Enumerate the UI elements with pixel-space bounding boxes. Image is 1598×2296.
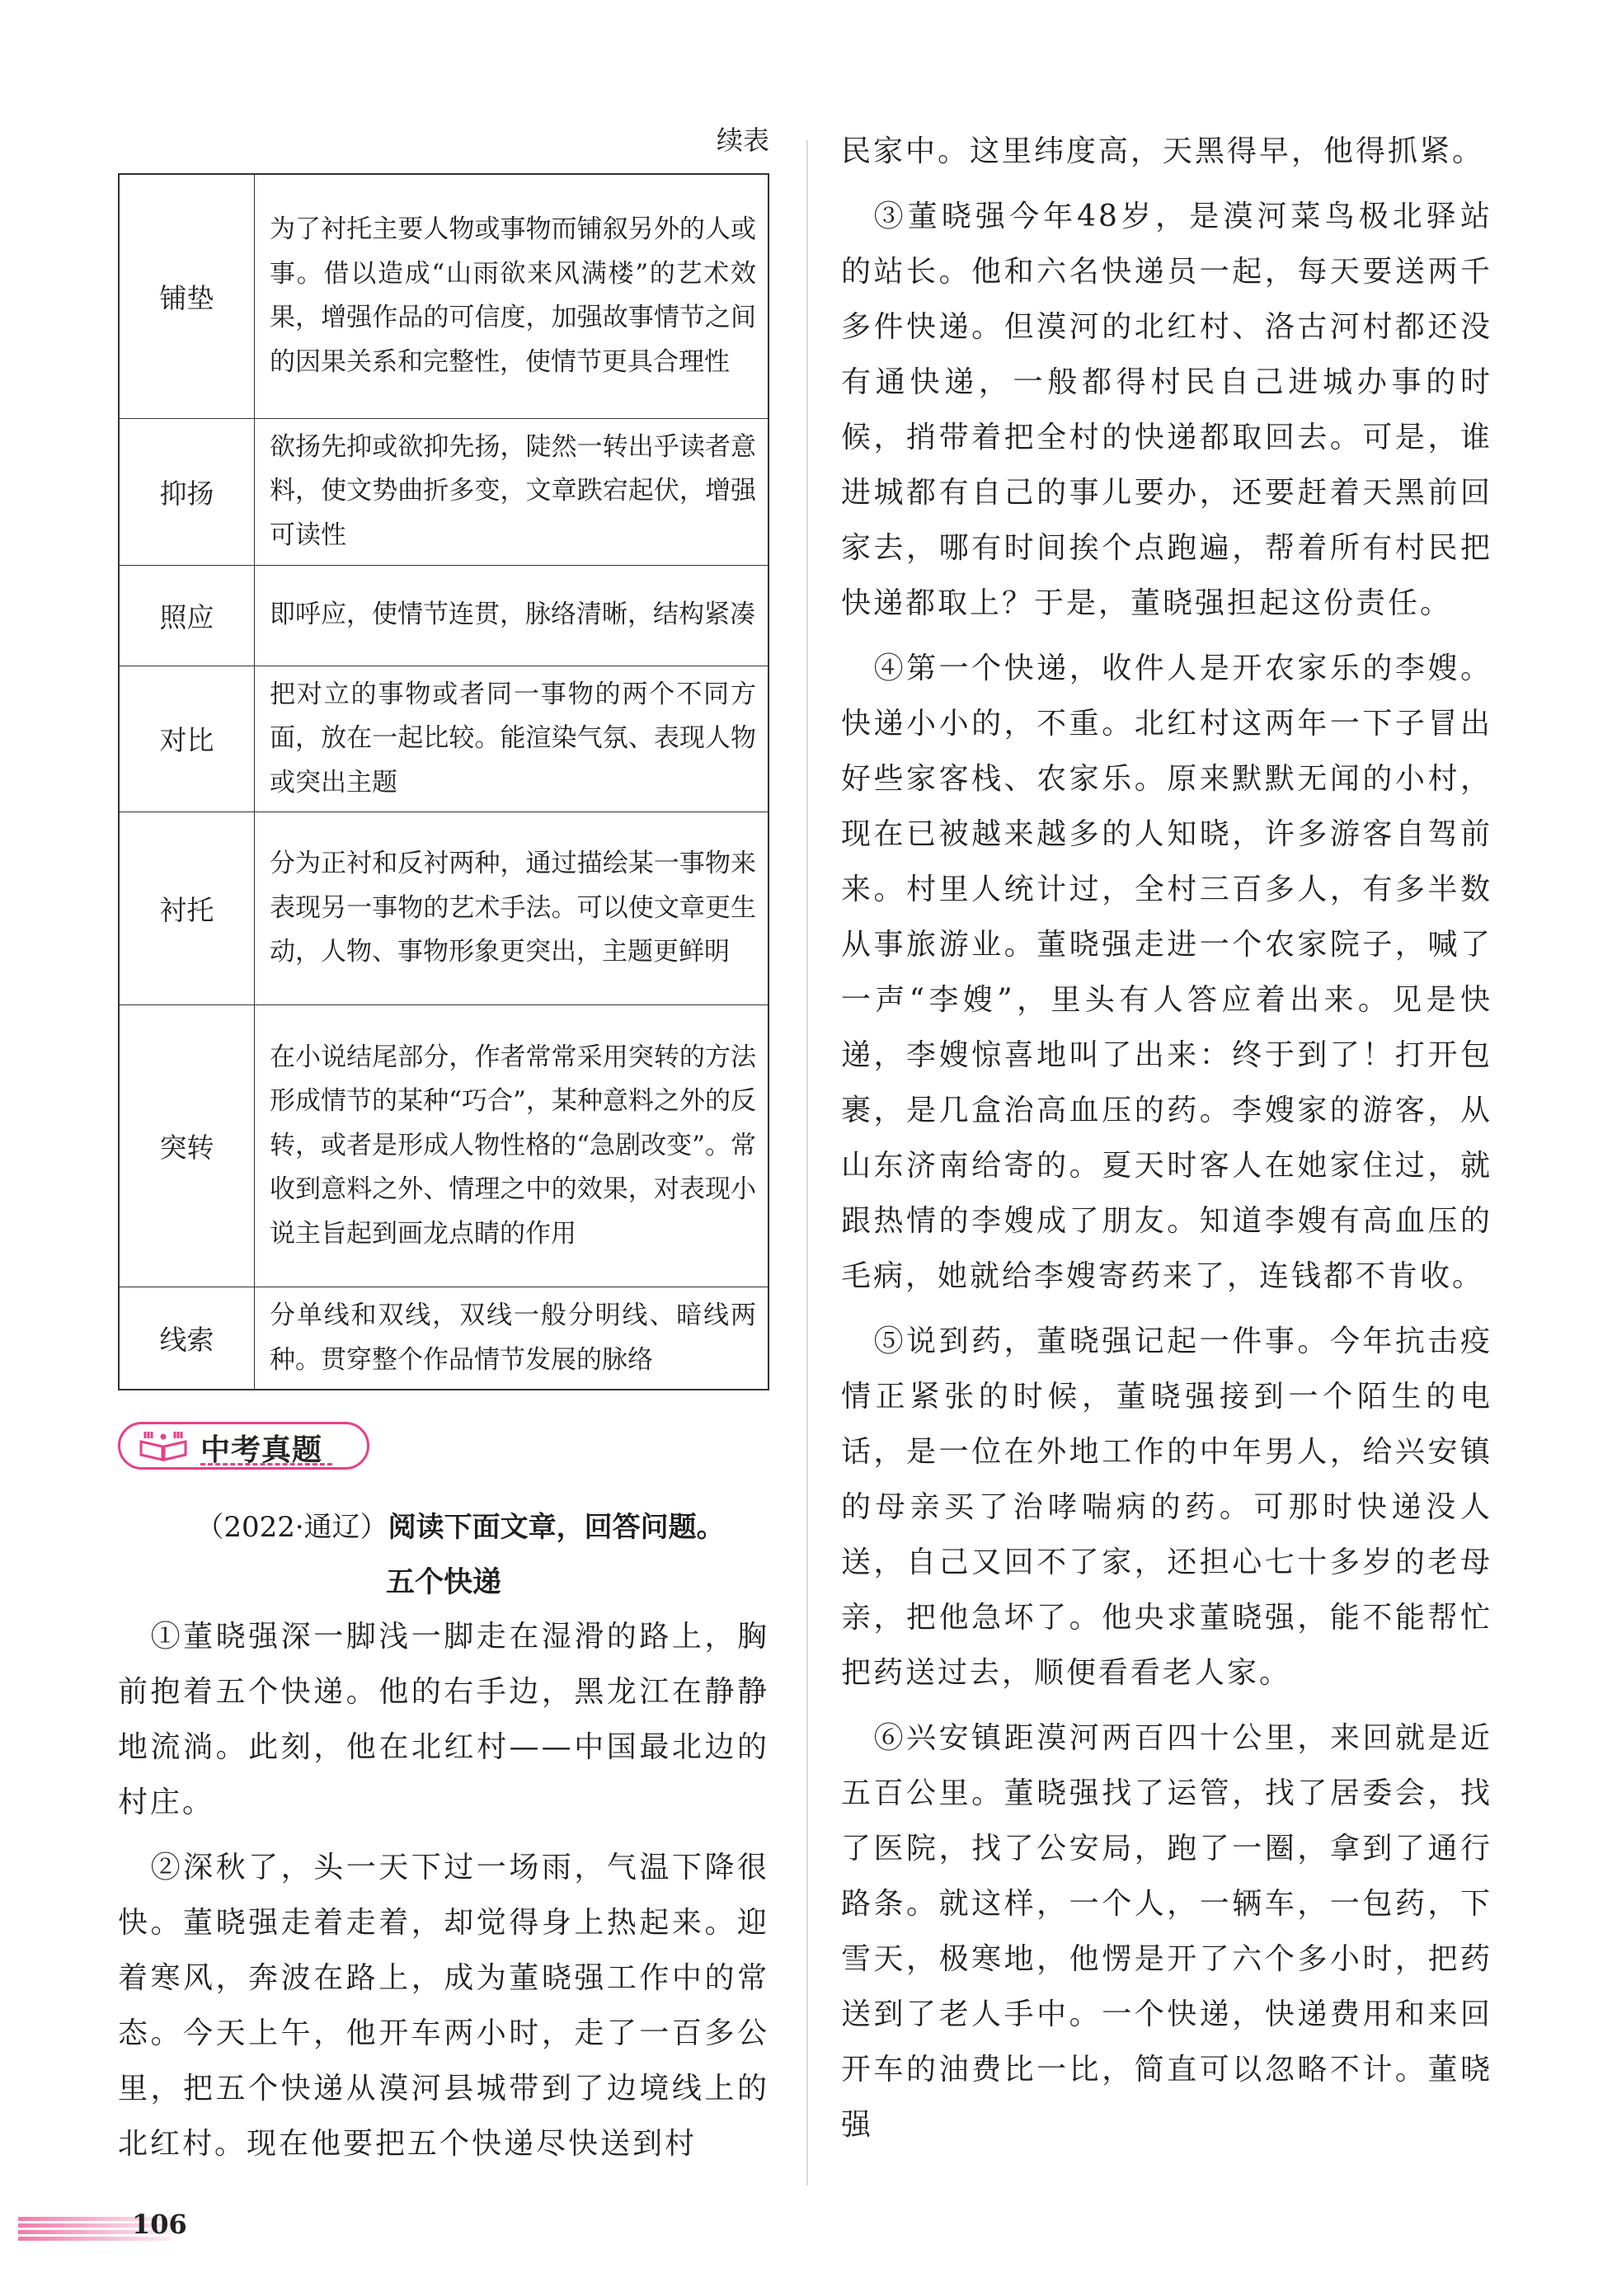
section-label: 中考真题 xyxy=(200,1433,323,1467)
article-paragraph-6: ⑥兴安镇距漠河两百四十公里，来回就是近五百公里。董晓强找了运管，找了居委会，找了医院，找了公安局，跑了一圈，拿到了通行路条。就这样，一个人，一辆车，一包药，下雪天，极寒地，他愣是开了六个多小时，把药送到了老人手中。一个快递，快递费用和来回开车的油费比一比，简直可以忽略不计。董晓强 xyxy=(841,1721,1492,2142)
technique-description: 分为正衬和反衬两种，通过描绘某一事物来表现另一事物的艺术手法。可以使文章更生动，人物、事物形象更突出，主题更鲜明 xyxy=(255,812,769,1005)
technique-description: 在小说结尾部分，作者常常采用突转的方法形成情节的某种“巧合”，某种意料之外的反转，或者是形成人物性格的“急剧改变”。常收到意料之外、情理之中的效果，对表现小说主旨起到画龙点睛的作用 xyxy=(255,1005,769,1287)
technique-term: 抑扬 xyxy=(119,418,255,565)
article-paragraph-5: ⑤说到药，董晓强记起一件事。今年抗击疫情正紧张的时候，董晓强接到一个陌生的电话，是一位在外地工作的中年男人，给兴安镇的母亲买了治哮喘病的药。可那时快递没人送，自己又回不了家，还担心七十多岁的老母亲，把他急坏了。他央求董晓强，能不能帮忙把药送过去，顺便看看老人家。 xyxy=(841,1324,1492,1690)
technique-term: 对比 xyxy=(119,666,255,812)
article-paragraph-2-continued: 民家中。这里纬度高，天黑得早，他得抓紧。 xyxy=(841,134,1485,168)
article-title: 五个快递 xyxy=(385,1566,501,1599)
question-heading xyxy=(118,1504,769,1545)
technique-description: 把对立的事物或者同一事物的两个不同方面，放在一起比较。能渲染气氛、表现人物或突出主题 xyxy=(255,666,769,812)
table-row xyxy=(119,812,768,1005)
article-paragraph-1: ①董晓强深一脚浅一脚走在湿滑的路上，胸前抱着五个快递。他的右手边，黑龙江在静静地流淌。此刻，他在北红村——中国最北边的村庄。 xyxy=(118,1620,769,1819)
open-book-icon xyxy=(138,1430,189,1461)
section-badge xyxy=(118,1422,769,1471)
narrative-techniques-table xyxy=(118,173,769,1390)
technique-description: 即呼应，使情节连贯，脉络清晰，结构紧凑 xyxy=(255,565,769,666)
technique-description: 欲扬先抑或欲抑先扬，陡然一转出乎读者意料，使文势曲折多变，文章跌宕起伏，增强可读性 xyxy=(255,418,769,565)
table-row xyxy=(119,174,768,418)
page-number: 106 xyxy=(132,2209,187,2240)
technique-term: 线索 xyxy=(119,1287,255,1390)
article-paragraph-2: ②深秋了，头一天下过一场雨，气温下降很快。董晓强走着走着，却觉得身上热起来。迎着寒风，奔波在路上，成为董晓强工作中的常态。今天上午，他开车两小时，走了一百多公里，把五个快递从漠河县城带到了边境线上的北红村。现在他要把五个快递尽快送到村 xyxy=(118,1851,769,2161)
right-column xyxy=(841,124,1492,2152)
technique-description: 为了衬托主要人物或事物而铺叙另外的人或事。借以造成“山雨欲来风满楼”的艺术效果，增强作品的可信度，加强故事情节之间的因果关系和完整性，使情节更具合理性 xyxy=(255,174,769,418)
technique-term: 突转 xyxy=(119,1005,255,1287)
table-row xyxy=(119,1005,768,1287)
table-row xyxy=(119,418,768,565)
technique-term: 照应 xyxy=(119,565,255,666)
table-row xyxy=(119,1287,768,1390)
question-instruction: 阅读下面文章，回答问题。 xyxy=(388,1511,725,1544)
table-row xyxy=(119,565,768,666)
article-paragraph-4: ④第一个快递，收件人是开农家乐的李嫂。快递小小的，不重。北红村这两年一下子冒出好些家客栈、农家乐。原来默默无闻的小村，现在已被越来越多的人知晓，许多游客自驾前来。村里人统计过，全村三百多人，有多半数从事旅游业。董晓强走进一个农家院子，喊了一声“李嫂”，里头有人答应着出来。见是快递，李嫂惊喜地叫了出来：终于到了！打开包裹，是几盒治高血压的药。李嫂家的游客，从山东济南给寄的。夏天时客人在她家住过，就跟热情的李嫂成了朋友。知道李嫂有高血压的毛病，她就给李嫂寄药来了，连钱都不肯收。 xyxy=(841,652,1492,1293)
technique-term: 铺垫 xyxy=(119,174,255,418)
section-underline xyxy=(200,1463,332,1466)
left-column xyxy=(118,124,769,2171)
column-divider xyxy=(806,140,808,2185)
technique-term: 衬托 xyxy=(119,812,255,1005)
article-paragraph-3: ③董晓强今年48岁，是漠河菜鸟极北驿站的站长。他和六名快递员一起，每天要送两千多件快递。但漠河的北红村、洛古河村都还没有通快递，一般都得村民自己进城办事的时候，捎带着把全村的快递都取回去。可是，谁进城都有自己的事儿要办，还要赶着天黑前回家去，哪有时间挨个点跑遍，帮着所有村民把快递都取上？于是，董晓强担起这份责任。 xyxy=(841,200,1492,620)
question-source: （2022·通辽） xyxy=(195,1511,388,1544)
continued-table-label: 续表 xyxy=(716,125,769,156)
table-row xyxy=(119,666,768,812)
technique-description: 分单线和双线，双线一般分明线、暗线两种。贯穿整个作品情节发展的脉络 xyxy=(255,1287,769,1390)
